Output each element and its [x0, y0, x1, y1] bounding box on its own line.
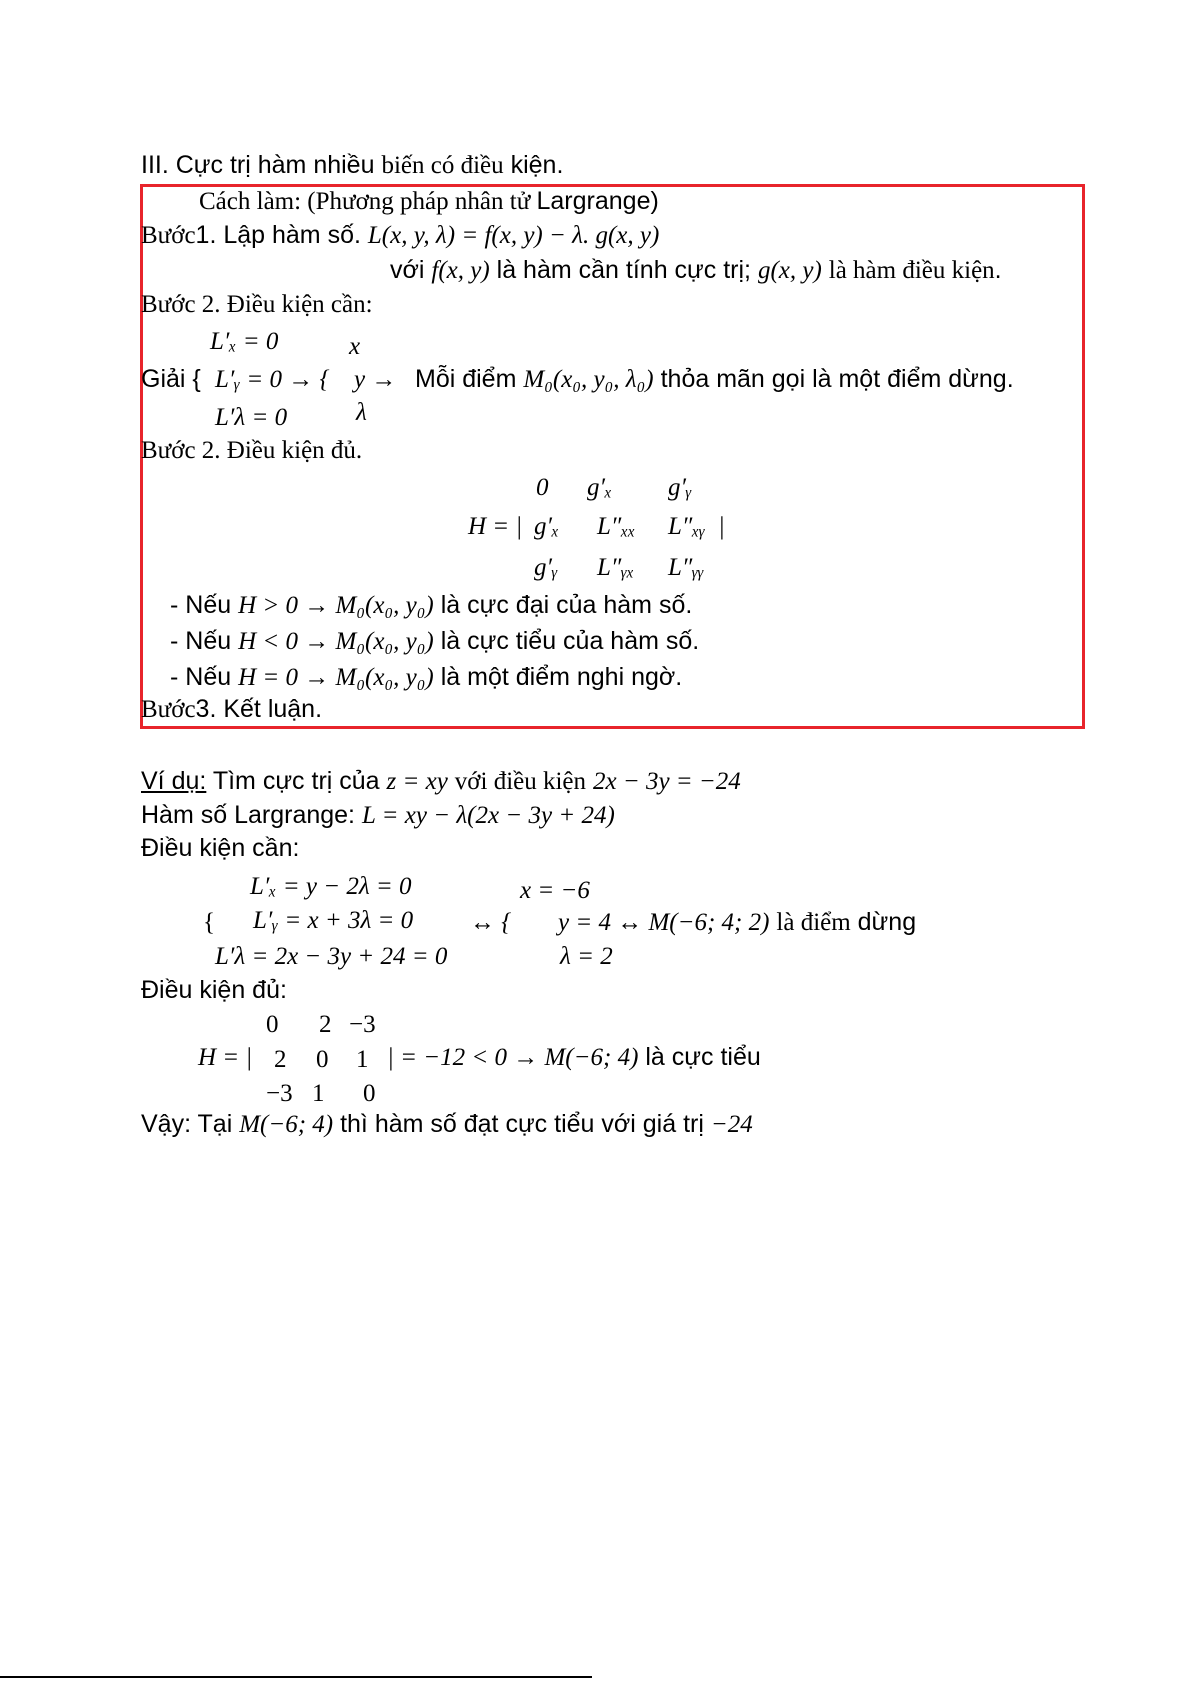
h-r2c1: 2	[274, 1046, 287, 1073]
result-lambda: λ = 2	[560, 943, 613, 970]
g-symbol: g(x, y)	[757, 257, 822, 284]
example-eq2: L′ᵧ = x + 3λ = 0	[253, 907, 414, 934]
case3-text: là một điểm nghi ngờ.	[440, 663, 683, 691]
case-maximum	[170, 593, 692, 618]
h-r2c2: 0	[316, 1046, 329, 1073]
case-suspect	[170, 665, 682, 690]
conclusion-b: thì hàm số đạt cực tiểu với giá trị	[340, 1110, 704, 1138]
hessian-r1c2: g′ₓ	[587, 474, 613, 501]
step-1	[141, 223, 659, 248]
stationary-statement	[415, 367, 1014, 392]
task-text-b: với điều kiện	[454, 768, 587, 795]
h-r3c3: 0	[363, 1080, 376, 1107]
step-3	[141, 697, 322, 722]
conclusion-point: M(−6; 4)	[239, 1111, 334, 1138]
lagrange-function: L = xy − λ(2x − 3y + 24)	[361, 802, 615, 829]
step1-formula: L(x, y, λ) = f(x, y) − λ. g(x, y)	[367, 222, 660, 249]
stationary-a: Mỗi điểm	[415, 365, 517, 393]
step1-label: Bước	[141, 222, 196, 249]
intro-largrange: Largrange)	[536, 187, 659, 215]
step3-text: 3. Kết luận.	[195, 695, 323, 723]
step1-text: 1. Lập hàm số.	[195, 221, 361, 249]
hessian-r3c1: g′ᵧ	[534, 554, 558, 581]
h-result	[387, 1045, 761, 1070]
example-task	[141, 769, 741, 794]
case2-text: là cực tiểu của hàm số.	[440, 627, 700, 655]
example-eq1: L′ₓ = y − 2λ = 0	[250, 873, 412, 900]
hessian-r2c3: L″ₓᵧ	[668, 513, 706, 540]
hessian-r3c3: L″ᵧᵧ	[668, 554, 704, 581]
result-y-text: là điểm	[776, 909, 851, 936]
example-conclusion	[141, 1112, 753, 1137]
case1-text: là cực đại của hàm số.	[440, 591, 693, 619]
h-r1c2: 2	[319, 1011, 332, 1038]
section-heading	[141, 153, 563, 178]
solve-word: Giải {	[141, 365, 201, 393]
conclusion-a: Vậy: Tại	[141, 1110, 233, 1138]
result-y-math: y = 4 ↔ M(−6; 4; 2)	[558, 909, 770, 936]
h-result-math: | = −12 < 0 → M(−6; 4)	[387, 1044, 639, 1071]
result-x: x = −6	[520, 877, 590, 904]
task-constraint: 2x − 3y = −24	[592, 768, 741, 795]
hessian-label: H = |	[468, 513, 523, 540]
case1-if: - Nếu	[170, 591, 232, 619]
h-r3c2: 1	[312, 1080, 325, 1107]
footnote-separator	[0, 1676, 592, 1678]
stationary-point: M₀(x₀, y₀, λ₀)	[523, 366, 654, 393]
hessian-r2c2: L″ₓₓ	[597, 513, 636, 540]
step-1-explain	[390, 258, 1002, 283]
h-r1c3: −3	[349, 1011, 376, 1038]
case3-if: - Nếu	[170, 663, 232, 691]
h-r2c3: 1	[356, 1046, 369, 1073]
example-label: Ví dụ:	[141, 767, 207, 795]
solution-lambda: λ	[356, 399, 367, 426]
equivalence-brace: ↔ {	[470, 909, 512, 936]
hessian-r1c1: 0	[536, 474, 549, 501]
conclusion-value: −24	[710, 1111, 753, 1138]
intro-text: Cách làm: (Phương pháp nhân tử	[199, 188, 531, 215]
result-y	[558, 910, 916, 935]
h-r3c1: −3	[266, 1080, 293, 1107]
explain-tail: là hàm điều kiện	[828, 257, 995, 284]
task-function: z = xy	[386, 768, 448, 795]
heading-part-a: III. Cực trị hàm nhiều	[141, 151, 375, 179]
solution-x: x	[349, 333, 361, 360]
case-minimum	[170, 629, 699, 654]
system-lx: L′ₓ = 0	[210, 328, 279, 355]
h-label: H = |	[198, 1044, 253, 1071]
hessian-r2c1: g′ₓ	[534, 513, 560, 540]
heading-part-b: biến có điều	[381, 152, 504, 179]
case2-math: H < 0 → M₀(x₀, y₀)	[238, 628, 434, 655]
explain-mid: là hàm cần tính cực trị;	[496, 256, 751, 284]
system-llambda: L′λ = 0	[215, 404, 288, 431]
task-text-a: Tìm cực trị của	[212, 767, 380, 795]
example-eq3: L′λ = 2x − 3y + 24 = 0	[215, 943, 448, 970]
example-suff-title: Điều kiện đủ:	[141, 976, 287, 1004]
stationary-b: thỏa mãn gọi là một điểm dừng.	[660, 365, 1014, 393]
explain-dot: .	[994, 256, 1002, 284]
step3-label: Bước	[141, 696, 196, 723]
step-2b-title: Bước 2. Điều kiện đủ.	[141, 437, 363, 464]
lagrange-label: Hàm số Largrange:	[141, 801, 356, 829]
case1-math: H > 0 → M₀(x₀, y₀)	[238, 592, 434, 619]
f-symbol: f(x, y)	[431, 257, 490, 284]
case3-math: H = 0 → M₀(x₀, y₀)	[238, 664, 434, 691]
example-lagrange	[141, 803, 615, 828]
method-intro	[199, 189, 659, 214]
hessian-close: |	[718, 513, 725, 540]
h-result-text: là cực tiểu	[645, 1043, 761, 1071]
system-ly: L′ᵧ = 0 → {	[215, 366, 330, 393]
h-r1c1: 0	[266, 1011, 279, 1038]
solution-y: y →	[354, 366, 397, 393]
step-2-title: Bước 2. Điều kiện cần:	[141, 291, 373, 318]
example-need-title: Điều kiện cần:	[141, 834, 300, 862]
heading-part-c: kiện.	[510, 151, 564, 179]
with-word: với	[390, 256, 425, 284]
hessian-r1c3: g′ᵧ	[668, 474, 692, 501]
hessian-r3c2: L″ᵧₓ	[597, 554, 635, 581]
example-brace: {	[203, 909, 215, 936]
case2-if: - Nếu	[170, 627, 232, 655]
result-y-text-b: dừng	[857, 908, 917, 936]
